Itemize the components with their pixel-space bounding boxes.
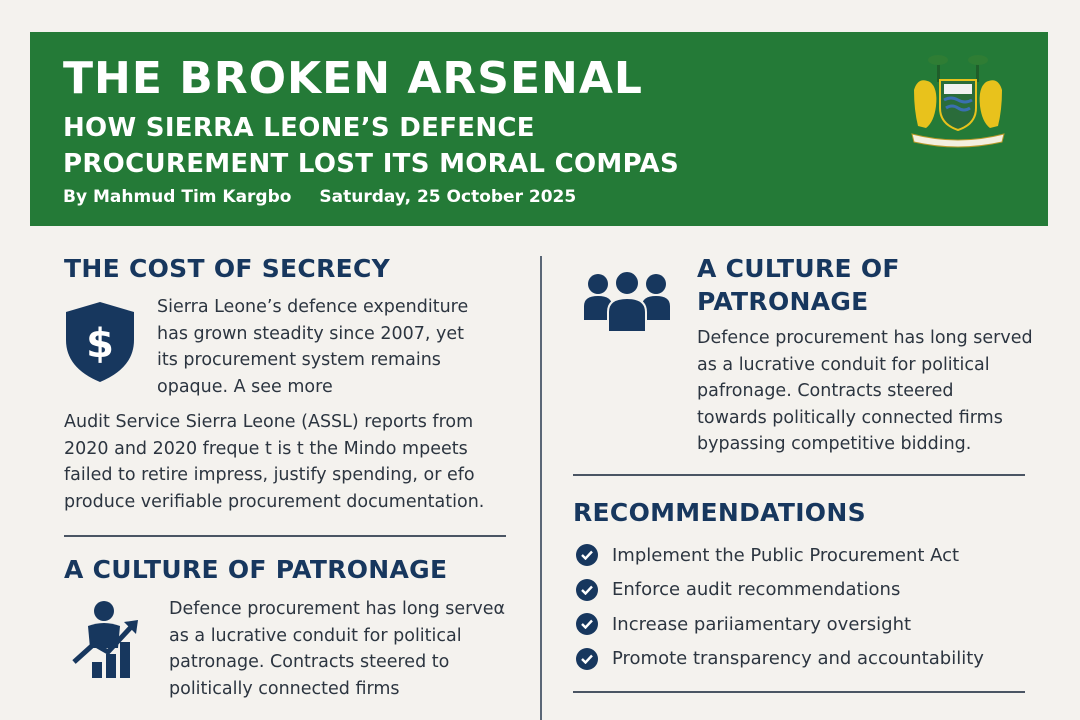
list-item <box>576 538 984 573</box>
patronage-left-text <box>169 596 505 702</box>
svg-text:$: $ <box>86 321 114 367</box>
recommendation-text: Increase pariiamentary oversight <box>612 613 912 635</box>
publish-date: Saturday, 25 October 2025 <box>319 187 577 207</box>
text-line: its procurement system remains <box>157 350 441 370</box>
patronage-left-heading: A CULTURE OF PATRONAGE <box>64 555 448 584</box>
text-line: patronage. Contracts steered to <box>169 652 450 672</box>
text-line: produce verifiable procurement documentation. <box>64 491 485 512</box>
text-line: failed to retire impress, justify spending, or efo <box>64 465 475 485</box>
growth-chart-person-icon <box>72 600 142 680</box>
text-line: as a lucrative conduit for political <box>697 354 990 375</box>
section-divider <box>573 474 1025 476</box>
cost-of-secrecy-audit <box>64 409 484 515</box>
text-line: 2020 and 2020 freque t is t the Mindo mpeets <box>64 438 468 459</box>
recommendation-text: Enforce audit recommendations <box>612 579 901 601</box>
article-title: THE BROKEN ARSENAL <box>63 53 643 104</box>
check-circle-icon <box>576 613 598 635</box>
recommendations-heading: RECOMMENDATIONS <box>573 498 866 527</box>
recommendations-list <box>576 538 984 676</box>
list-item <box>576 607 984 642</box>
recommendation-text: Promote transparency and accountability <box>612 648 984 670</box>
author-name: By Mahmud Tim Kargbo <box>63 187 292 207</box>
text-line: Defence procurement has long served <box>697 328 1033 348</box>
text-line: politically connected firms <box>169 678 400 699</box>
text-line: Audit Service Sierra Leone (ASSL) reports from <box>64 412 474 432</box>
text-line: bypassing competitive bidding. <box>697 434 972 454</box>
patronage-right-heading <box>697 252 900 318</box>
section-divider <box>64 535 506 537</box>
article-subtitle: HOW SIERRA LEONE’S DEFENCE PROCUREMENT LOST ITS MORAL COMPAS <box>63 113 679 179</box>
byline <box>63 187 576 207</box>
list-item <box>576 642 984 677</box>
text-line: pafronage. Contracts steered <box>697 381 954 401</box>
patronage-right-text <box>697 325 1033 458</box>
shield-dollar-icon <box>62 300 138 384</box>
heading-line: PATRONAGE <box>697 287 869 316</box>
recommendation-text: Implement the Public Procurement Act <box>612 544 960 566</box>
people-group-icon <box>584 270 670 334</box>
text-line: has grown steadity since 2007, yet <box>157 323 464 344</box>
list-item <box>576 573 984 608</box>
coat-of-arms-icon <box>908 50 1008 150</box>
text-line: as a lucrative conduit for political <box>169 625 462 646</box>
column-divider <box>540 256 542 720</box>
header-banner <box>30 32 1048 226</box>
cost-of-secrecy-intro <box>157 294 468 400</box>
text-line: Sierra Leone’s defence expenditure <box>157 297 469 317</box>
check-circle-icon <box>576 544 598 566</box>
heading-line: A CULTURE OF <box>697 254 900 283</box>
text-line: towards politically connected firms <box>697 407 1003 428</box>
section-divider <box>573 691 1025 693</box>
cost-of-secrecy-heading: THE COST OF SECRECY <box>64 254 391 283</box>
text-line: opaque. A see more <box>157 376 333 397</box>
text-line: Defence procurement has long serveα <box>169 599 506 619</box>
check-circle-icon <box>576 648 598 670</box>
check-circle-icon <box>576 579 598 601</box>
